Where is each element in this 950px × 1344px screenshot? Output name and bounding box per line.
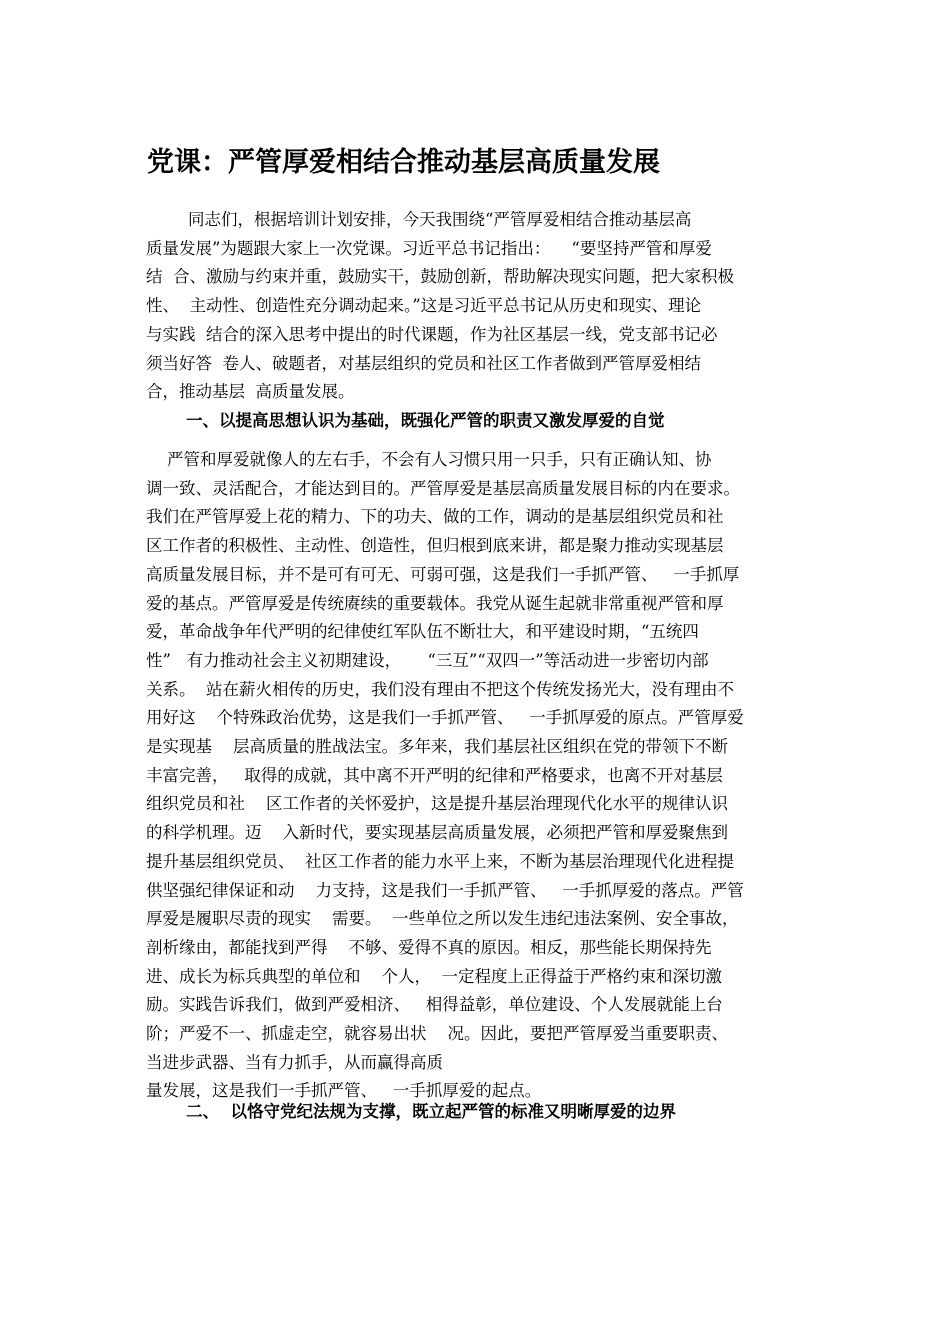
page-title: 党课：严管厚爱相结合推动基层高质量发展	[147, 147, 660, 178]
text-line: 提升基层组织党员、 社区工作者的能力水平上来，不断为基层治理现代化进程提	[146, 851, 734, 871]
text-line: 性” 有力推动社会主义初期建设， “三互”“双四一”等活动进一步密切内部	[146, 650, 709, 670]
text-line: 用好这 个特殊政治优势，这是我们一手抓严管、 一手抓厚爱的原点。严管厚爱	[146, 708, 744, 728]
text-line: 结 合、激励与约束并重，鼓励实干，鼓励创新，帮助解决现实问题，把大家积极	[146, 267, 734, 287]
text-line: 组织党员和社 区工作者的关怀爱护，这是提升基层治理现代化水平的规律认识	[146, 794, 728, 814]
text-line: 性、 主动性、创造性充分调动起来。”这是习近平总书记从历史和现实、理论	[146, 296, 702, 316]
text-line: 调一致、灵活配合，才能达到目的。严管厚爱是基层高质量发展目标的内在要求。	[146, 478, 740, 498]
text-line: 爱的基点。严管厚爱是传统赓续的重要载体。我党从诞生起就非常重视严管和厚	[146, 593, 724, 613]
text-line: 厚爱是履职尽责的现实 需要。 一些单位之所以发生违纪违法案例、安全事故，	[146, 909, 739, 929]
text-line: 与实践 结合的深入思考中提出的时代课题，作为社区基层一线，党支部书记必	[146, 324, 718, 344]
text-line: 严管和厚爱就像人的左右手，不会有人习惯只用一只手，只有正确认知、协	[146, 450, 712, 469]
text-line: 须当好答 卷人、破题者，对基层组织的党员和社区工作者做到严管厚爱相结	[146, 353, 701, 373]
text-line: 当进步武器、当有力抓手，从而赢得高质	[146, 1052, 443, 1072]
text-line: 区工作者的积极性、主动性、创造性，但归根到底来讲，都是聚力推动实现基层	[146, 536, 724, 556]
section-heading-2: 二、 以恪守党纪法规为支撑，既立起严管的标准又明晰厚爱的边界	[186, 1102, 676, 1121]
intro-paragraph	[146, 206, 826, 407]
text-line: 励。实践告诉我们，做到严爱相济、 相得益彰，单位建设、个人发展就能上台	[146, 995, 723, 1015]
text-line: 剖析缘由，都能找到严得 不够、爱得不真的原因。相反，那些能长期保持先	[146, 937, 712, 957]
text-line: 我们在严管厚爱上花的精力、下的功夫、做的工作，调动的是基层组织党员和社	[146, 507, 724, 527]
text-line: 量发展，这是我们一手抓严管、 一手抓厚爱的起点。	[146, 1081, 542, 1101]
text-line: 的科学机理。迈 入新时代，要实现基层高质量发展，必须把严管和厚爱聚焦到	[146, 823, 728, 843]
text-line: 高质量发展目标，并不是可有可无、可弱可强，这是我们一手抓严管、 一手抓厚	[146, 564, 740, 584]
text-line: 关系。 站在薪火相传的历史，我们没有理由不把这个传统发扬光大，没有理由不	[146, 679, 734, 699]
text-line: 同志们，根据培训计划安排，今天我围绕“严管厚爱相结合推动基层高	[146, 210, 692, 229]
text-line: 丰富完善， 取得的成就，其中离不开严明的纪律和严格要求，也离不开对基层	[146, 765, 723, 785]
text-line: 进、成长为标兵典型的单位和 个人， 一定程度上正得益于严格约束和深切激	[146, 966, 722, 986]
text-line: 爱，革命战争年代严明的纪律使红军队伍不断壮大，和平建设时期，“五统四	[146, 622, 699, 642]
section-heading-1: 一、以提高思想认识为基础，既强化严管的职责又激发厚爱的自觉	[186, 411, 665, 430]
text-line: 合，推动基层 高质量发展。	[146, 382, 355, 402]
text-line: 供坚强纪律保证和动 力支持，这是我们一手抓严管、 一手抓厚爱的落点。严管	[146, 880, 744, 900]
text-line: 是实现基 层高质量的胜战法宝。多年来，我们基层社区组织在党的带领下不断	[146, 737, 728, 757]
section1-paragraph	[146, 446, 826, 1106]
text-line: 阶；严爱不一、抓虚走空，就容易出状 况。因此，要把严管厚爱当重要职责、	[146, 1024, 728, 1044]
text-line: 质量发展”为题跟大家上一次党课。习近平总书记指出： “要坚持严管和厚爱	[146, 238, 712, 258]
